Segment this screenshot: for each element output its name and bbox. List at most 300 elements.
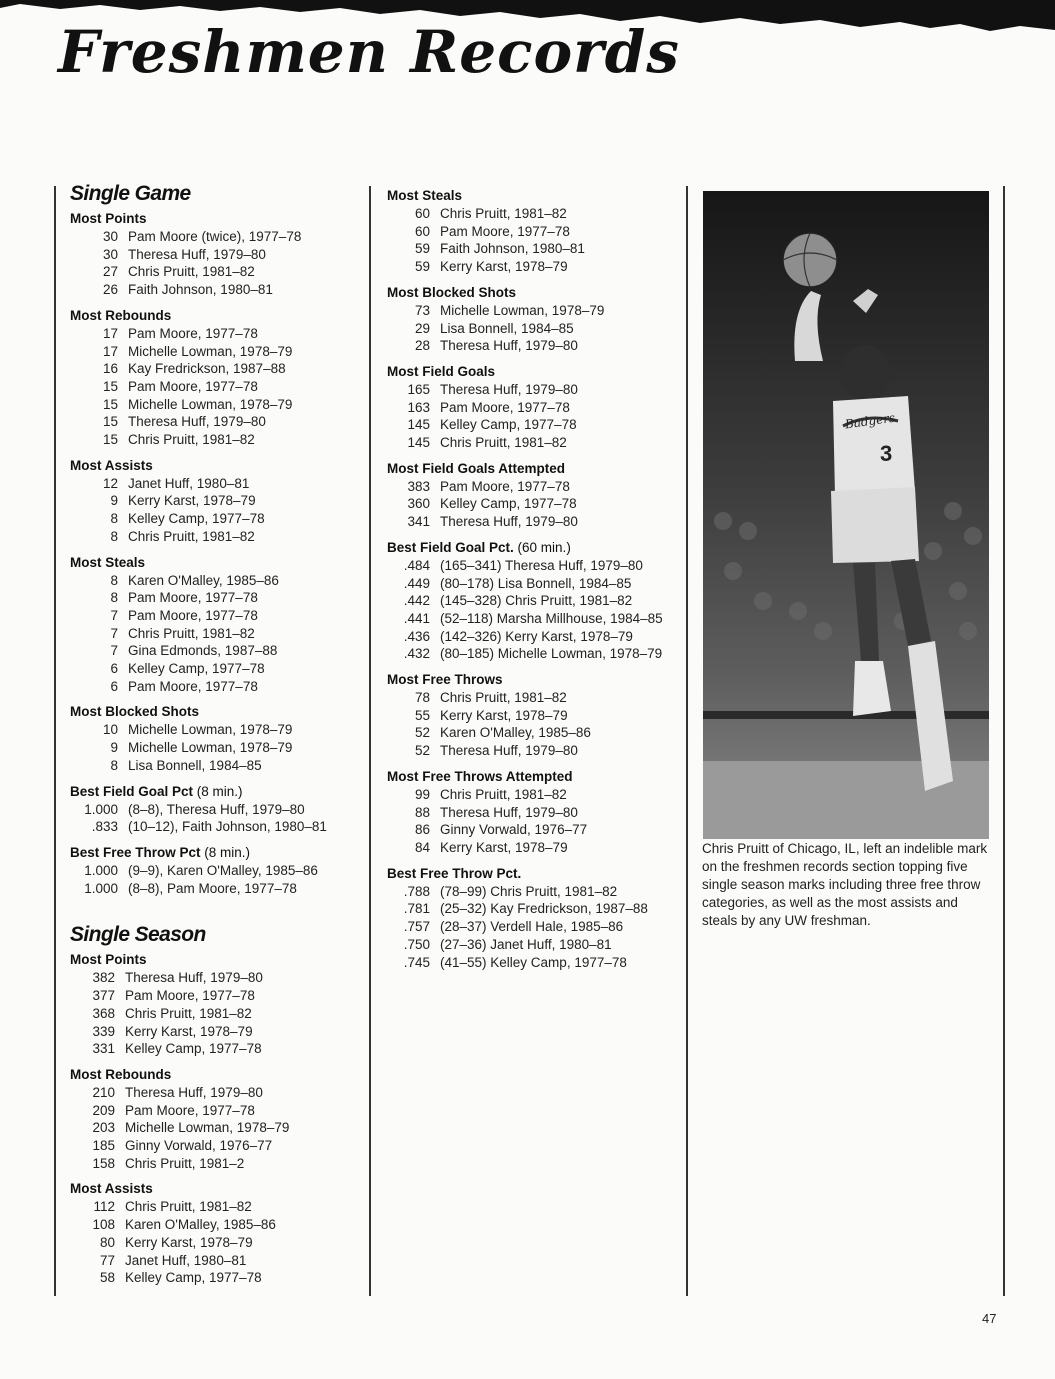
column-divider (1003, 186, 1005, 1296)
record-row (387, 936, 682, 954)
record-category (70, 307, 365, 449)
middle-column (387, 187, 682, 979)
category-title (70, 210, 365, 228)
record-value: 55 (414, 707, 430, 723)
record-value: .788 (403, 883, 430, 899)
record-value: .484 (403, 557, 430, 573)
single-game-records (70, 210, 365, 897)
record-value: 1.000 (84, 801, 118, 817)
category-title (387, 865, 682, 883)
category-name: Most Field Goals (387, 363, 496, 379)
record-category (387, 187, 682, 276)
record-holder: Pam Moore, 1977–78 (128, 607, 258, 623)
record-holder: (27–36) Janet Huff, 1980–81 (440, 936, 612, 952)
category-name: Most Points (70, 211, 147, 226)
record-category (387, 768, 682, 857)
record-row (387, 416, 682, 434)
record-value: .442 (403, 593, 430, 609)
category-name: Most Rebounds (70, 1066, 172, 1082)
record-value: .449 (403, 575, 430, 591)
record-category (387, 363, 682, 452)
record-value: 7 (110, 643, 118, 659)
page-number: 47 (982, 1311, 997, 1326)
category-name: Best Field Goal Pct (70, 783, 194, 799)
record-value: 15 (102, 414, 118, 430)
record-value: 15 (102, 432, 118, 448)
record-value: 59 (414, 241, 430, 257)
record-value: 331 (92, 1041, 115, 1057)
record-holder: Pam Moore, 1977–78 (440, 478, 570, 494)
record-holder: Theresa Huff, 1979–80 (125, 1084, 263, 1100)
record-value: .833 (91, 819, 118, 835)
record-holder: Kelley Camp, 1977–78 (128, 661, 265, 677)
record-value: 6 (110, 661, 118, 677)
record-holder: Chris Pruitt, 1981–82 (125, 1005, 252, 1021)
record-value: 209 (92, 1102, 115, 1118)
record-row (70, 528, 365, 546)
record-row (70, 1155, 365, 1173)
record-category (387, 671, 682, 760)
record-holder: (78–99) Chris Pruitt, 1981–82 (440, 883, 618, 899)
jersey-lettering: Badgers (844, 410, 896, 432)
record-row (387, 495, 682, 513)
record-holder: (8–8), Pam Moore, 1977–78 (128, 880, 297, 896)
record-value: 58 (99, 1270, 115, 1286)
record-value: 80 (99, 1234, 115, 1250)
record-value: 112 (93, 1199, 115, 1215)
record-row (387, 628, 682, 646)
record-value: 145 (407, 435, 430, 451)
record-row (70, 862, 365, 880)
record-holder: (52–118) Marsha Millhouse, 1984–85 (440, 610, 663, 626)
record-holder: (9–9), Karen O'Malley, 1985–86 (128, 862, 318, 878)
record-holder: Pam Moore, 1977–78 (125, 1102, 255, 1118)
record-holder: Michelle Lowman, 1978–79 (128, 343, 293, 359)
record-row (387, 786, 682, 804)
record-value: 339 (92, 1023, 115, 1039)
record-holder: Chris Pruitt, 1981–82 (440, 206, 567, 221)
record-value: 26 (102, 282, 118, 298)
category-name: Most Points (70, 952, 147, 968)
record-holder: Pam Moore (twice), 1977–78 (128, 229, 302, 244)
record-value: .436 (403, 628, 430, 644)
record-category (70, 703, 365, 774)
record-holder: (80–178) Lisa Bonnell, 1984–85 (440, 575, 632, 591)
record-row (70, 1137, 365, 1155)
record-value: .441 (403, 610, 430, 626)
record-row (387, 434, 682, 452)
record-row (70, 1023, 365, 1041)
record-row (70, 1102, 365, 1120)
record-holder: (10–12), Faith Johnson, 1980–81 (128, 819, 327, 835)
record-value: 88 (414, 804, 430, 820)
category-name: Most Assists (70, 1181, 153, 1197)
record-holder: Lisa Bonnell, 1984–85 (440, 320, 574, 336)
record-row (387, 557, 682, 575)
record-row (387, 742, 682, 760)
category-name: Best Field Goal Pct. (387, 539, 514, 555)
category-name: Most Free Throws Attempted (387, 768, 573, 784)
record-row (387, 223, 682, 241)
record-row (70, 510, 365, 528)
category-title (387, 460, 682, 478)
category-title (70, 307, 365, 325)
record-holder: Chris Pruitt, 1981–82 (440, 435, 567, 451)
record-holder: Pam Moore, 1977–78 (128, 678, 258, 694)
record-holder: (142–326) Kerry Karst, 1978–79 (440, 628, 633, 644)
record-holder: Karen O'Malley, 1985–86 (128, 572, 279, 588)
photo-caption: Chris Pruitt of Chicago, IL, left an indelible mark on the freshmen records section topping five single season marks including three free throw categories, as well as the most assists and steals by any UW freshman. (702, 841, 988, 928)
record-value: 77 (99, 1252, 115, 1268)
category-name: Most Field Goals Attempted (387, 460, 566, 476)
record-value: 15 (102, 378, 118, 394)
jersey-number: 3 (880, 441, 893, 466)
record-holder: Janet Huff, 1980–81 (128, 475, 250, 491)
record-row (70, 360, 365, 378)
category-title (70, 951, 365, 969)
record-row (70, 228, 365, 246)
record-holder: Chris Pruitt, 1981–82 (440, 786, 567, 802)
record-holder: Janet Huff, 1980–81 (125, 1252, 247, 1268)
basketball-icon (783, 233, 837, 287)
record-value: 30 (102, 246, 118, 262)
record-value: 382 (92, 970, 115, 986)
record-row (387, 954, 682, 972)
column-divider (686, 186, 688, 1296)
category-name: Most Steals (70, 554, 146, 570)
record-holder: Chris Pruitt, 1981–82 (125, 1199, 252, 1215)
record-value: 16 (102, 361, 118, 377)
record-row (387, 839, 682, 857)
record-value: 17 (102, 325, 118, 341)
category-title (387, 671, 682, 689)
record-value: 60 (414, 223, 430, 239)
record-value: 377 (92, 988, 115, 1004)
record-holder: Kerry Karst, 1978–79 (128, 493, 256, 509)
category-title (387, 363, 682, 381)
record-value: 30 (102, 229, 118, 244)
record-holder: Kerry Karst, 1978–79 (125, 1234, 253, 1250)
record-value: 86 (414, 822, 430, 838)
record-value: 203 (92, 1120, 115, 1136)
record-holder: Karen O'Malley, 1985–86 (440, 725, 591, 741)
category-note: (60 min.) (517, 539, 571, 555)
record-row (70, 431, 365, 449)
left-column (70, 182, 365, 1295)
record-holder: Chris Pruitt, 1981–82 (128, 264, 255, 280)
record-holder: Michelle Lowman, 1978–79 (125, 1120, 290, 1136)
record-holder: Theresa Huff, 1979–80 (440, 804, 578, 820)
record-row (387, 205, 682, 223)
record-category (387, 539, 682, 663)
record-row (387, 918, 682, 936)
record-row (70, 343, 365, 361)
record-holder: Theresa Huff, 1979–80 (128, 246, 266, 262)
column-divider (54, 186, 56, 1296)
record-row (70, 378, 365, 396)
record-value: 59 (414, 259, 430, 275)
record-row (387, 900, 682, 918)
category-name: Most Rebounds (70, 307, 172, 323)
record-value: 29 (414, 320, 430, 336)
record-holder: (25–32) Kay Fredrickson, 1987–88 (440, 901, 648, 917)
record-row (387, 337, 682, 355)
record-row (387, 707, 682, 725)
record-holder: Kelley Camp, 1977–78 (440, 417, 577, 433)
record-value: 108 (92, 1217, 115, 1233)
record-value: 73 (414, 302, 430, 318)
record-row (387, 689, 682, 707)
record-row (387, 645, 682, 663)
record-row (70, 1252, 365, 1270)
category-title (387, 284, 682, 302)
record-holder: Chris Pruitt, 1981–82 (128, 432, 255, 448)
record-row (70, 396, 365, 414)
record-value: 10 (102, 722, 118, 738)
record-value: 60 (414, 206, 430, 221)
record-holder: Theresa Huff, 1979–80 (128, 414, 266, 430)
record-category (387, 865, 682, 972)
record-row (70, 1119, 365, 1137)
section-spacer (70, 905, 365, 923)
single-season-records-continued (387, 187, 682, 971)
record-category (70, 457, 365, 546)
record-holder: (8–8), Theresa Huff, 1979–80 (128, 801, 305, 817)
category-title (70, 703, 365, 721)
record-holder: Faith Johnson, 1980–81 (128, 282, 273, 298)
record-value: 8 (110, 572, 118, 588)
category-title (70, 554, 365, 572)
category-title (70, 783, 365, 801)
record-holder: Theresa Huff, 1979–80 (440, 381, 578, 397)
record-holder: Michelle Lowman, 1978–79 (128, 396, 293, 412)
record-holder: Lisa Bonnell, 1984–85 (128, 757, 262, 773)
record-value: 6 (110, 678, 118, 694)
category-name: Best Free Throw Pct. (387, 865, 522, 881)
record-row (70, 818, 365, 836)
record-row (387, 240, 682, 258)
record-value: .745 (403, 954, 430, 970)
record-value: 9 (110, 493, 118, 509)
record-row (387, 513, 682, 531)
record-row (70, 1216, 365, 1234)
record-holder: Kelley Camp, 1977–78 (125, 1270, 262, 1286)
record-holder: Chris Pruitt, 1981–82 (128, 625, 255, 641)
record-row (70, 1269, 365, 1287)
record-value: .750 (403, 936, 430, 952)
record-value: 341 (407, 514, 430, 530)
record-row (387, 381, 682, 399)
record-holder: Kerry Karst, 1978–79 (125, 1023, 253, 1039)
record-value: .432 (403, 646, 430, 662)
record-value: 84 (414, 839, 430, 855)
record-value: 7 (110, 607, 118, 623)
record-value: 52 (414, 725, 430, 741)
record-value: .781 (403, 901, 430, 917)
record-value: 28 (414, 338, 430, 354)
record-holder: Kerry Karst, 1978–79 (440, 839, 568, 855)
record-row (70, 1198, 365, 1216)
record-row (70, 642, 365, 660)
record-value: 8 (110, 528, 118, 544)
record-row (70, 721, 365, 739)
record-row (70, 880, 365, 898)
record-row (387, 724, 682, 742)
record-value: 9 (110, 740, 118, 756)
record-category (70, 554, 365, 696)
record-holder: Gina Edmonds, 1987–88 (128, 643, 278, 659)
category-title (70, 457, 365, 475)
category-name: Most Assists (70, 457, 153, 473)
record-row (387, 575, 682, 593)
record-holder: Kelley Camp, 1977–78 (125, 1041, 262, 1057)
record-holder: Ginny Vorwald, 1976–77 (125, 1138, 273, 1154)
record-category (70, 844, 365, 897)
record-holder: (165–341) Theresa Huff, 1979–80 (440, 557, 643, 573)
record-category (70, 951, 365, 1058)
record-holder: Kelley Camp, 1977–78 (440, 496, 577, 512)
record-holder: Chris Pruitt, 1981–82 (128, 528, 255, 544)
record-holder: Theresa Huff, 1979–80 (440, 514, 578, 530)
record-holder: Michelle Lowman, 1978–79 (440, 302, 605, 318)
record-holder: Faith Johnson, 1980–81 (440, 241, 585, 257)
category-name: Most Blocked Shots (387, 284, 517, 300)
category-name: Best Free Throw Pct (70, 844, 201, 860)
record-row (387, 258, 682, 276)
record-holder: Pam Moore, 1977–78 (128, 378, 258, 394)
record-row (387, 821, 682, 839)
record-row (70, 246, 365, 264)
record-category (70, 1180, 365, 1287)
page-title: Freshmen Records (58, 18, 680, 86)
record-row (70, 325, 365, 343)
single-season-records (70, 951, 365, 1287)
section-title-single-season: Single Season (70, 923, 206, 947)
record-holder: (145–328) Chris Pruitt, 1981–82 (440, 593, 633, 609)
record-value: 163 (407, 399, 430, 415)
record-value: 12 (102, 475, 118, 491)
record-value: 368 (92, 1005, 115, 1021)
record-row (70, 660, 365, 678)
record-value: 27 (102, 264, 118, 280)
record-holder: Chris Pruitt, 1981–2 (125, 1155, 245, 1171)
record-holder: Kelley Camp, 1977–78 (128, 511, 265, 527)
record-row (70, 625, 365, 643)
record-row (387, 399, 682, 417)
record-row (387, 320, 682, 338)
record-value: 185 (92, 1138, 115, 1154)
record-value: 7 (110, 625, 118, 641)
record-row (70, 281, 365, 299)
player-photo (703, 191, 989, 839)
record-row (70, 263, 365, 281)
record-row (70, 969, 365, 987)
record-category (387, 284, 682, 355)
record-value: 158 (92, 1155, 115, 1171)
record-holder: Karen O'Malley, 1985–86 (125, 1217, 276, 1233)
record-holder: Pam Moore, 1977–78 (440, 223, 570, 239)
record-holder: Theresa Huff, 1979–80 (440, 338, 578, 354)
record-value: .757 (403, 919, 430, 935)
category-title (70, 844, 365, 862)
category-title (70, 1180, 365, 1198)
record-value: 360 (407, 496, 430, 512)
record-row (387, 478, 682, 496)
record-value: 99 (414, 786, 430, 802)
category-name: Most Blocked Shots (70, 704, 200, 720)
section-title-single-game: Single Game (70, 182, 191, 205)
record-row (387, 804, 682, 822)
record-row (70, 678, 365, 696)
record-row (70, 492, 365, 510)
record-value: 8 (110, 590, 118, 606)
record-category (387, 460, 682, 531)
column-divider (369, 186, 371, 1296)
record-value: 383 (407, 478, 430, 494)
record-row (70, 475, 365, 493)
record-holder: Ginny Vorwald, 1976–77 (440, 822, 588, 838)
record-category (70, 210, 365, 299)
record-holder: Theresa Huff, 1979–80 (440, 743, 578, 759)
record-row (387, 302, 682, 320)
category-name: Most Free Throws (387, 672, 503, 688)
record-value: 1.000 (84, 880, 118, 896)
record-row (70, 589, 365, 607)
record-row (70, 1040, 365, 1058)
record-holder: Pam Moore, 1977–78 (440, 399, 570, 415)
record-value: 145 (407, 417, 430, 433)
category-note: (8 min.) (204, 844, 251, 860)
record-row (70, 801, 365, 819)
record-holder: (28–37) Verdell Hale, 1985–86 (440, 919, 624, 935)
record-row (70, 987, 365, 1005)
category-title (387, 187, 682, 205)
record-holder: Kay Fredrickson, 1987–88 (128, 361, 286, 377)
record-value: 8 (110, 757, 118, 773)
record-holder: Kerry Karst, 1978–79 (440, 259, 568, 275)
record-value: 78 (414, 690, 430, 706)
record-holder: Theresa Huff, 1979–80 (125, 970, 263, 986)
record-row (70, 1005, 365, 1023)
record-row (70, 757, 365, 775)
record-holder: Michelle Lowman, 1978–79 (128, 722, 293, 738)
category-title (70, 1066, 365, 1084)
record-row (70, 572, 365, 590)
record-value: 210 (92, 1084, 115, 1100)
record-value: 165 (407, 381, 430, 397)
record-row (70, 607, 365, 625)
category-note: (8 min.) (196, 783, 243, 799)
record-holder: Kerry Karst, 1978–79 (440, 707, 568, 723)
record-category (70, 783, 365, 836)
record-holder: Pam Moore, 1977–78 (125, 988, 255, 1004)
record-holder: Chris Pruitt, 1981–82 (440, 690, 567, 706)
category-title (387, 768, 682, 786)
record-row (70, 739, 365, 757)
record-holder: Michelle Lowman, 1978–79 (128, 740, 293, 756)
record-value: 1.000 (84, 862, 118, 878)
record-value: 52 (414, 743, 430, 759)
record-value: 17 (102, 343, 118, 359)
record-holder: Pam Moore, 1977–78 (128, 325, 258, 341)
photo-illustration (703, 191, 989, 839)
record-holder: Pam Moore, 1977–78 (128, 590, 258, 606)
record-row (70, 1234, 365, 1252)
category-name: Most Steals (387, 188, 463, 203)
record-row (70, 413, 365, 431)
record-row (387, 610, 682, 628)
record-row (70, 1084, 365, 1102)
